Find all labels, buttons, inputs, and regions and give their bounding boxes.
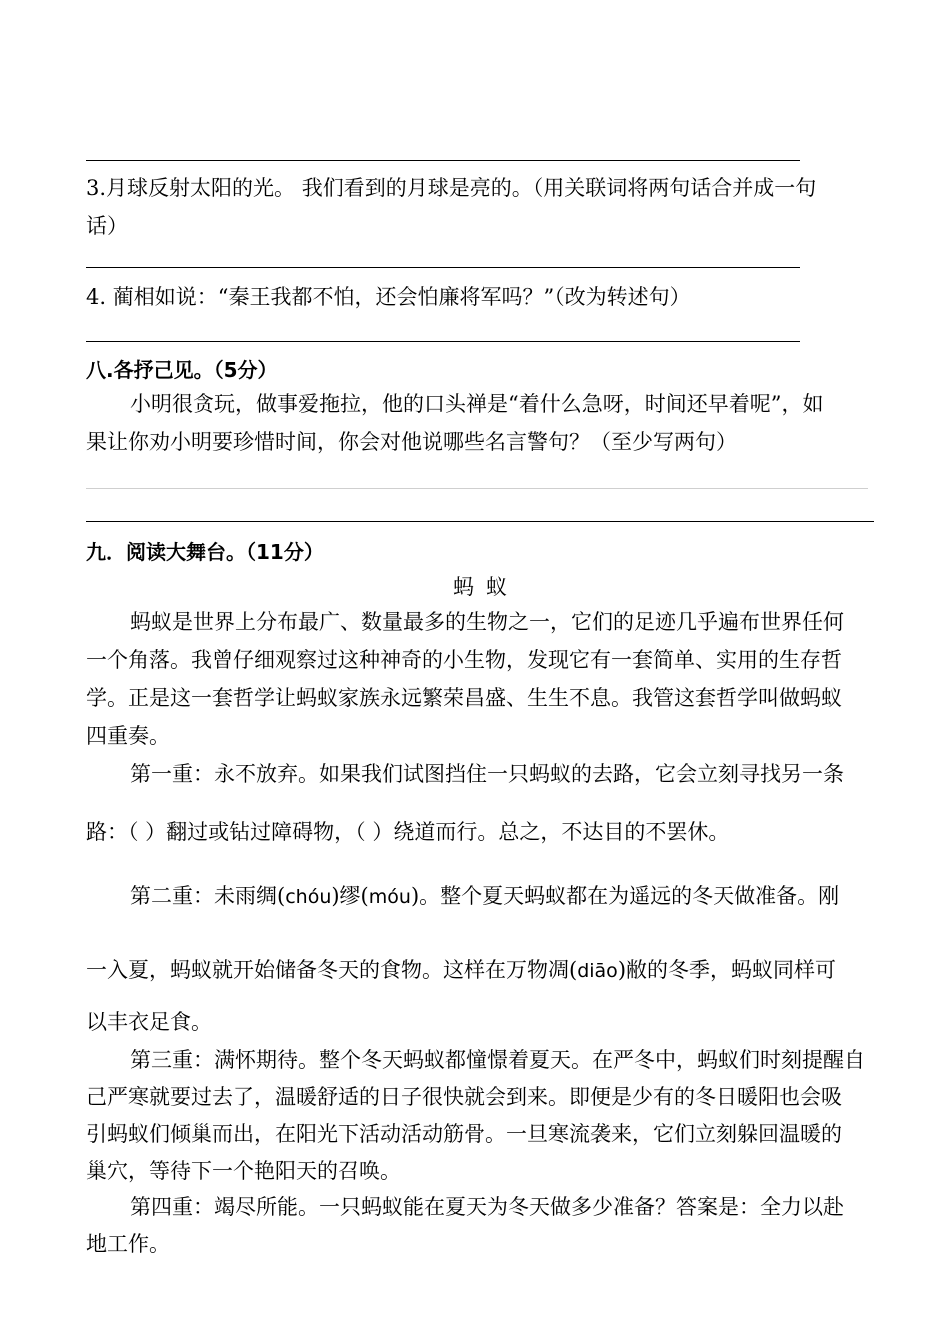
section8-line2: 果让你劝小明要珍惜时间，你会对他说哪些名言警句？（至少写两句）	[86, 430, 737, 454]
section8-line1: 小明很贪玩，做事爱拖拉，他的口头禅是“着什么急呀，时间还早着呢”，如	[130, 392, 824, 416]
answer-line-q4[interactable]	[86, 341, 800, 342]
p3-line1	[130, 878, 839, 915]
p1-line1: 蚂蚁是世界上分布最广、数量最多的生物之一，它们的足迹几乎遍布世界任何	[130, 610, 844, 634]
pinyin-chou: chóu	[285, 886, 332, 908]
p3-line3: 以丰衣足食。	[86, 1010, 212, 1034]
p5-line2: 地工作。	[86, 1232, 170, 1256]
p3-text-c: )。整个夏天蚂蚁都在为遥远的冬天做准备。刚	[410, 884, 840, 908]
q4-text: 4. 蔺相如说：“秦王我都不怕，还会怕廉将军吗？”（改为转述句）	[86, 285, 691, 309]
p1-line4: 四重奏。	[86, 724, 170, 748]
p3-text-a: 第二重：未雨绸(	[130, 884, 286, 908]
p3-text-e: )敝的冬季，蚂蚁同样可	[617, 958, 837, 982]
p2-line1: 第一重：永不放弃。如果我们试图挡住一只蚂蚁的去路，它会立刻寻找另一条	[130, 762, 844, 786]
p1-line3: 学。正是这一套哲学让蚂蚁家族永远繁荣昌盛、生生不息。我管这套哲学叫做蚂蚁	[86, 686, 842, 710]
answer-line-s8-2[interactable]	[86, 521, 874, 522]
p4-line4: 巢穴，等待下一个艳阳天的召唤。	[86, 1159, 401, 1183]
p3-text-d: 一入夏，蚂蚁就开始储备冬天的食物。这样在万物凋(	[86, 958, 578, 982]
answer-line-s8-1[interactable]	[86, 488, 868, 489]
p2-line2[interactable]: 路：（ ）翻过或钻过障碍物，（ ）绕道而行。总之，不达目的不罢休。	[86, 820, 730, 844]
q3-line1: 3.月球反射太阳的光。 我们看到的月球是亮的。（用关联词将两句话合并成一句	[86, 176, 817, 200]
section9-heading: 九．阅读大舞台。（11分）	[86, 540, 324, 564]
passage-title: 蚂蚁	[453, 575, 519, 599]
p4-line1: 第三重：满怀期待。整个冬天蚂蚁都憧憬着夏天。在严冬中，蚂蚁们时刻提醒自	[130, 1048, 865, 1072]
answer-line-q3[interactable]	[86, 267, 800, 268]
pinyin-mou: móu	[368, 886, 411, 908]
p3-line2	[86, 952, 836, 989]
section8-heading: 八.各抒己见。（5分）	[86, 358, 278, 382]
pinyin-diao: diāo	[577, 960, 618, 982]
answer-line-q2[interactable]	[86, 160, 800, 161]
p5-line1: 第四重：竭尽所能。一只蚂蚁能在夏天为冬天做多少准备？答案是：全力以赴	[130, 1195, 844, 1219]
p4-line3: 引蚂蚁们倾巢而出，在阳光下活动活动筋骨。一旦寒流袭来，它们立刻躲回温暖的	[86, 1122, 842, 1146]
p1-line2: 一个角落。我曾仔细观察过这种神奇的小生物，发现它有一套简单、实用的生存哲	[86, 648, 842, 672]
p4-line2: 己严寒就要过去了，温暖舒适的日子很快就会到来。即便是少有的冬日暖阳也会吸	[86, 1085, 842, 1109]
q3-line2: 话）	[86, 214, 128, 238]
p3-text-b: )缪(	[331, 884, 369, 908]
